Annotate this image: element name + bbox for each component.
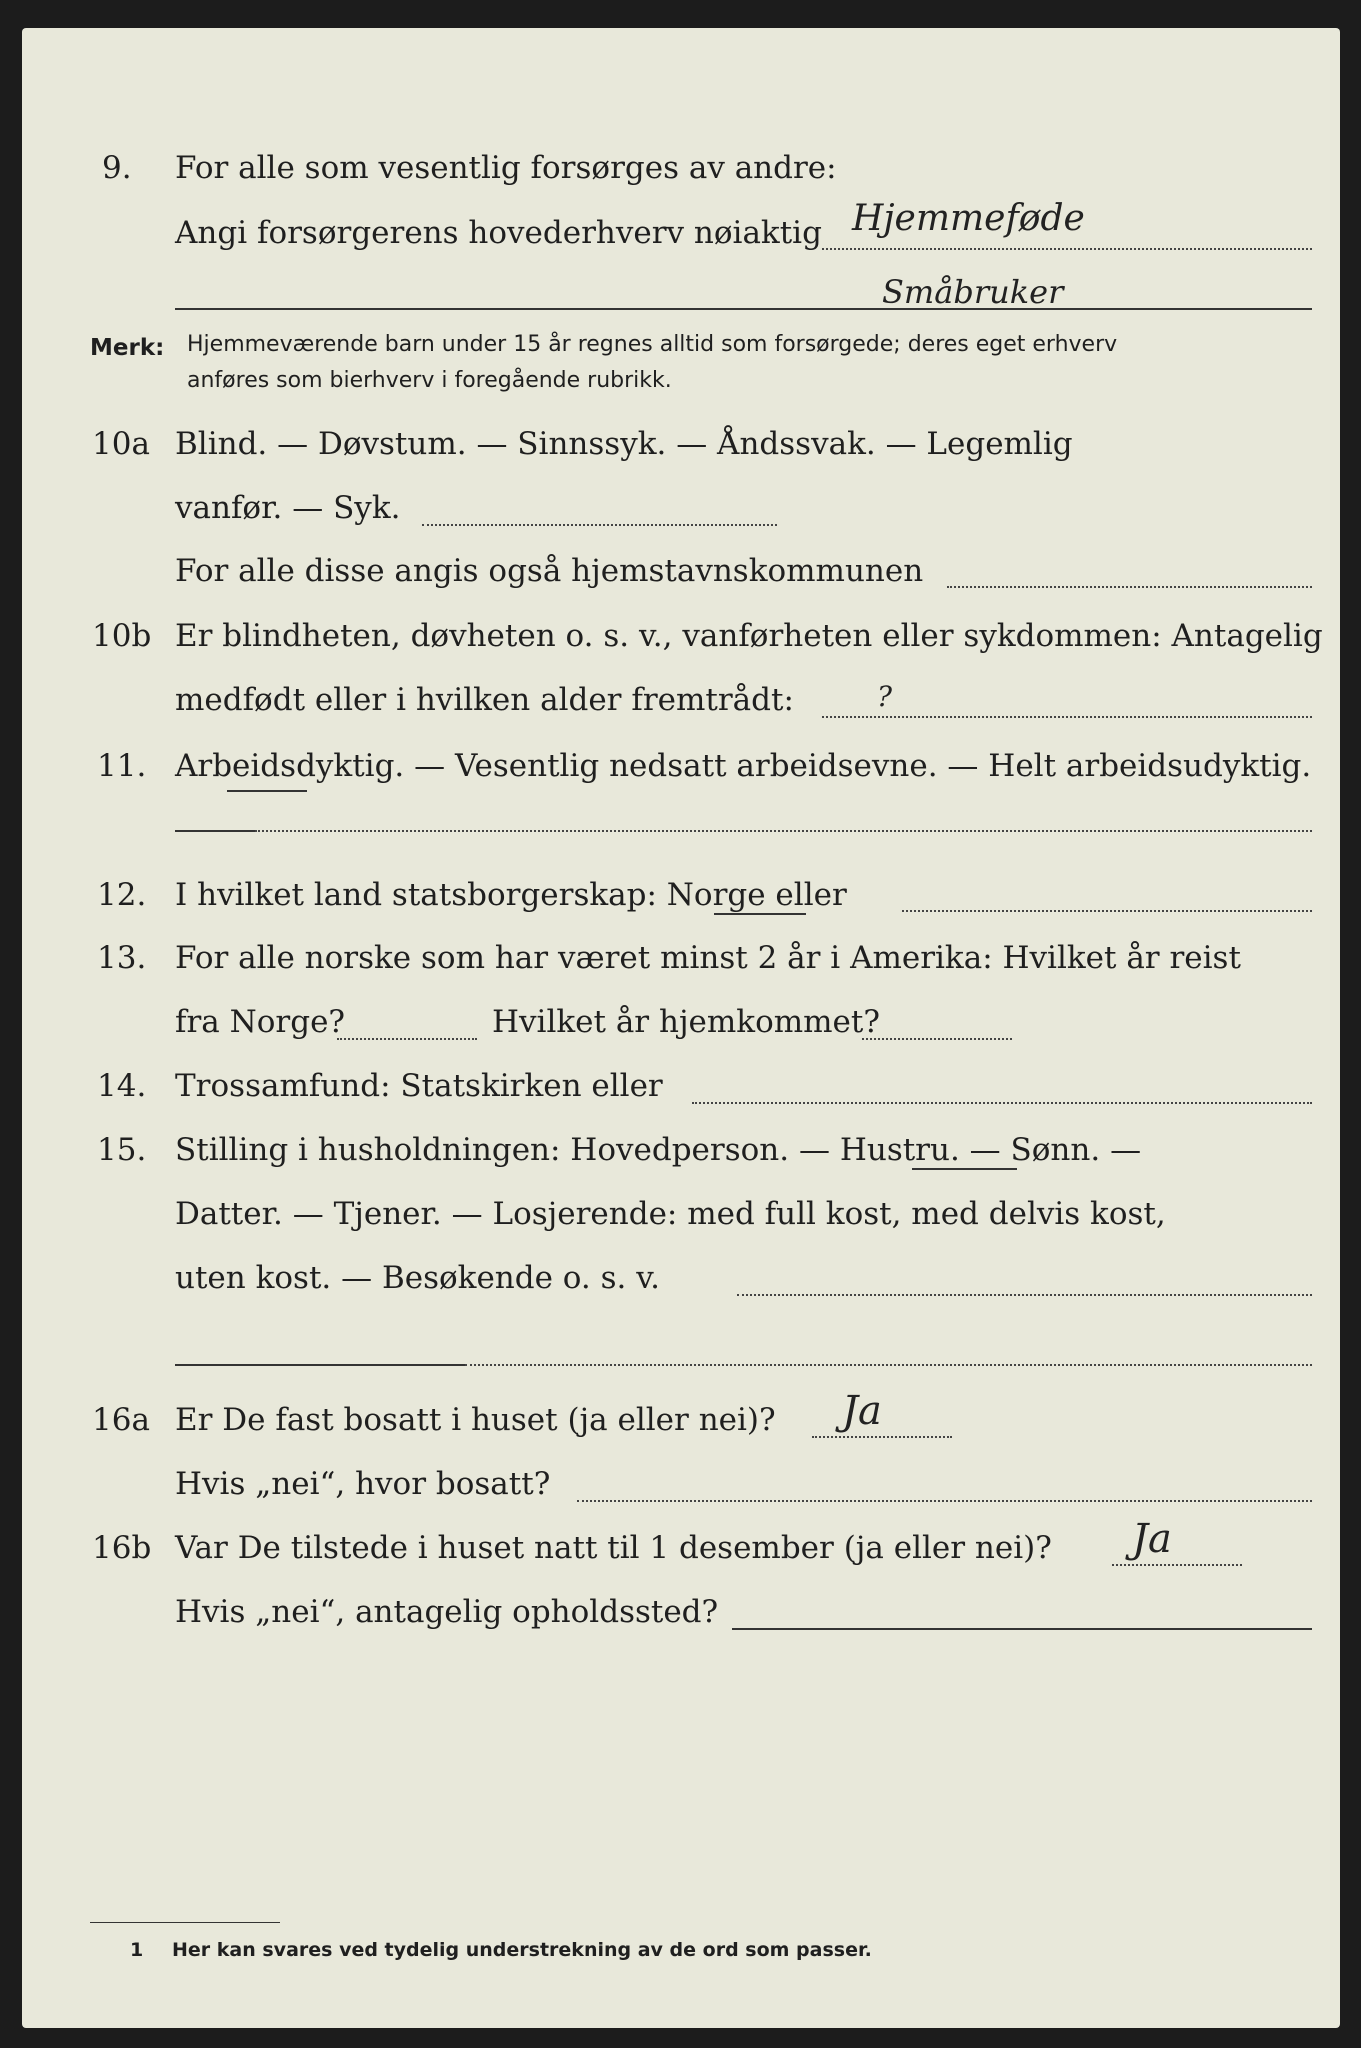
q12-answer-line <box>902 910 1312 912</box>
q16b-number: 16b <box>92 1530 152 1566</box>
q9-line1: For alle som vesentlig forsørges av andre: <box>175 150 837 186</box>
q11-number: 11. <box>97 748 147 784</box>
q11-line1: Arbeidsdyktig. — Vesentlig nedsatt arbeidsevne. — Helt arbeidsudyktig. <box>175 748 1312 784</box>
q10a-number: 10a <box>92 426 150 462</box>
q12-number: 12. <box>97 877 147 913</box>
q16a-line1: Er De fast bosatt i huset (ja eller nei)? <box>175 1402 776 1438</box>
q16b-line1: Var De tilstede i huset natt til 1 desember (ja eller nei)? <box>175 1530 1052 1566</box>
q10b-answer-line <box>822 716 1312 718</box>
q16a-answer-line <box>812 1436 952 1438</box>
q11-handwritten-underline <box>227 790 307 792</box>
q10a-kommune-line <box>947 586 1312 588</box>
q9-answer-line <box>822 248 1312 250</box>
q9-number: 9. <box>102 150 132 186</box>
q12-norge-underline <box>714 913 806 915</box>
q13-reist-line <box>337 1038 477 1040</box>
footnote-mark: 1 <box>130 1939 144 1961</box>
q12-line1: I hvilket land statsborgerskap: Norge eller <box>175 877 847 913</box>
q10a-syk-line <box>422 524 777 526</box>
q14-line1: Trossamfund: Statskirken eller <box>175 1068 663 1104</box>
q9-rule <box>175 308 1312 310</box>
merk-label: Merk: <box>90 335 165 361</box>
q15-line3: uten kost. — Besøkende o. s. v. <box>175 1260 660 1296</box>
q10b-line2: medfødt eller i hvilken alder fremtrådt: <box>175 682 794 718</box>
q11-rule-solid <box>175 830 255 832</box>
q13-line2b: Hvilket år hjemkommet? <box>492 1004 880 1040</box>
q16a-bosatt-line <box>577 1500 1312 1502</box>
q11-rule-dotted <box>255 830 1312 832</box>
merk-line2: anføres som bierhverv i foregående rubrikk. <box>187 368 672 393</box>
q16a-number: 16a <box>92 1402 150 1438</box>
q15-answer-line <box>737 1294 1312 1296</box>
q15-rule-dotted <box>465 1364 1312 1366</box>
q15-line1: Stilling i husholdningen: Hovedperson. — Hustru. — Sønn. — <box>175 1132 1142 1168</box>
q10b-handwritten-answer: ? <box>877 680 893 713</box>
q15-line2: Datter. — Tjener. — Losjerende: med full kost, med delvis kost, <box>175 1196 1166 1232</box>
footnote-rule <box>90 1922 280 1923</box>
q10b-number: 10b <box>92 618 152 654</box>
q9-handwritten-answer2: Småbruker <box>882 273 1064 311</box>
q10a-line1: Blind. — Døvstum. — Sinnssyk. — Åndssvak. — Legemlig <box>175 426 1073 462</box>
q16a-line2: Hvis „nei“, hvor bosatt? <box>175 1466 551 1502</box>
q16a-handwritten-answer: Ja <box>842 1388 882 1434</box>
census-form-page <box>22 28 1340 2028</box>
merk-line1: Hjemmeværende barn under 15 år regnes alltid som forsørgede; deres eget erhverv <box>187 332 1118 357</box>
q10a-line3: For alle disse angis også hjemstavnskommunen <box>175 553 924 589</box>
q9-line2: Angi forsørgerens hovederhverv nøiaktig <box>175 215 822 251</box>
q16b-line2: Hvis „nei“, antagelig opholdssted? <box>175 1594 719 1630</box>
q10a-line2: vanfør. — Syk. <box>175 490 401 526</box>
q13-number: 13. <box>97 940 147 976</box>
q15-rule-solid <box>175 1364 465 1366</box>
q15-hustru-underline <box>912 1168 1017 1170</box>
q16b-opholdssted-line <box>732 1628 1312 1630</box>
q13-line2a: fra Norge? <box>175 1004 346 1040</box>
q13-hjemkommet-line <box>862 1038 1012 1040</box>
q10b-line1: Er blindheten, døvheten o. s. v., vanførheten eller sykdommen: Antagelig <box>175 618 1323 654</box>
q14-answer-line <box>692 1102 1312 1104</box>
q9-handwritten-answer1: Hjemmeføde <box>852 198 1085 239</box>
q16b-handwritten-answer: Ja <box>1132 1516 1172 1562</box>
q15-number: 15. <box>97 1132 147 1168</box>
footnote-text: Her kan svares ved tydelig understrekning av de ord som passer. <box>172 1939 872 1961</box>
q14-number: 14. <box>97 1068 147 1104</box>
q13-line1: For alle norske som har været minst 2 år i Amerika: Hvilket år reist <box>175 940 1241 976</box>
q16b-answer-line <box>1112 1564 1242 1566</box>
